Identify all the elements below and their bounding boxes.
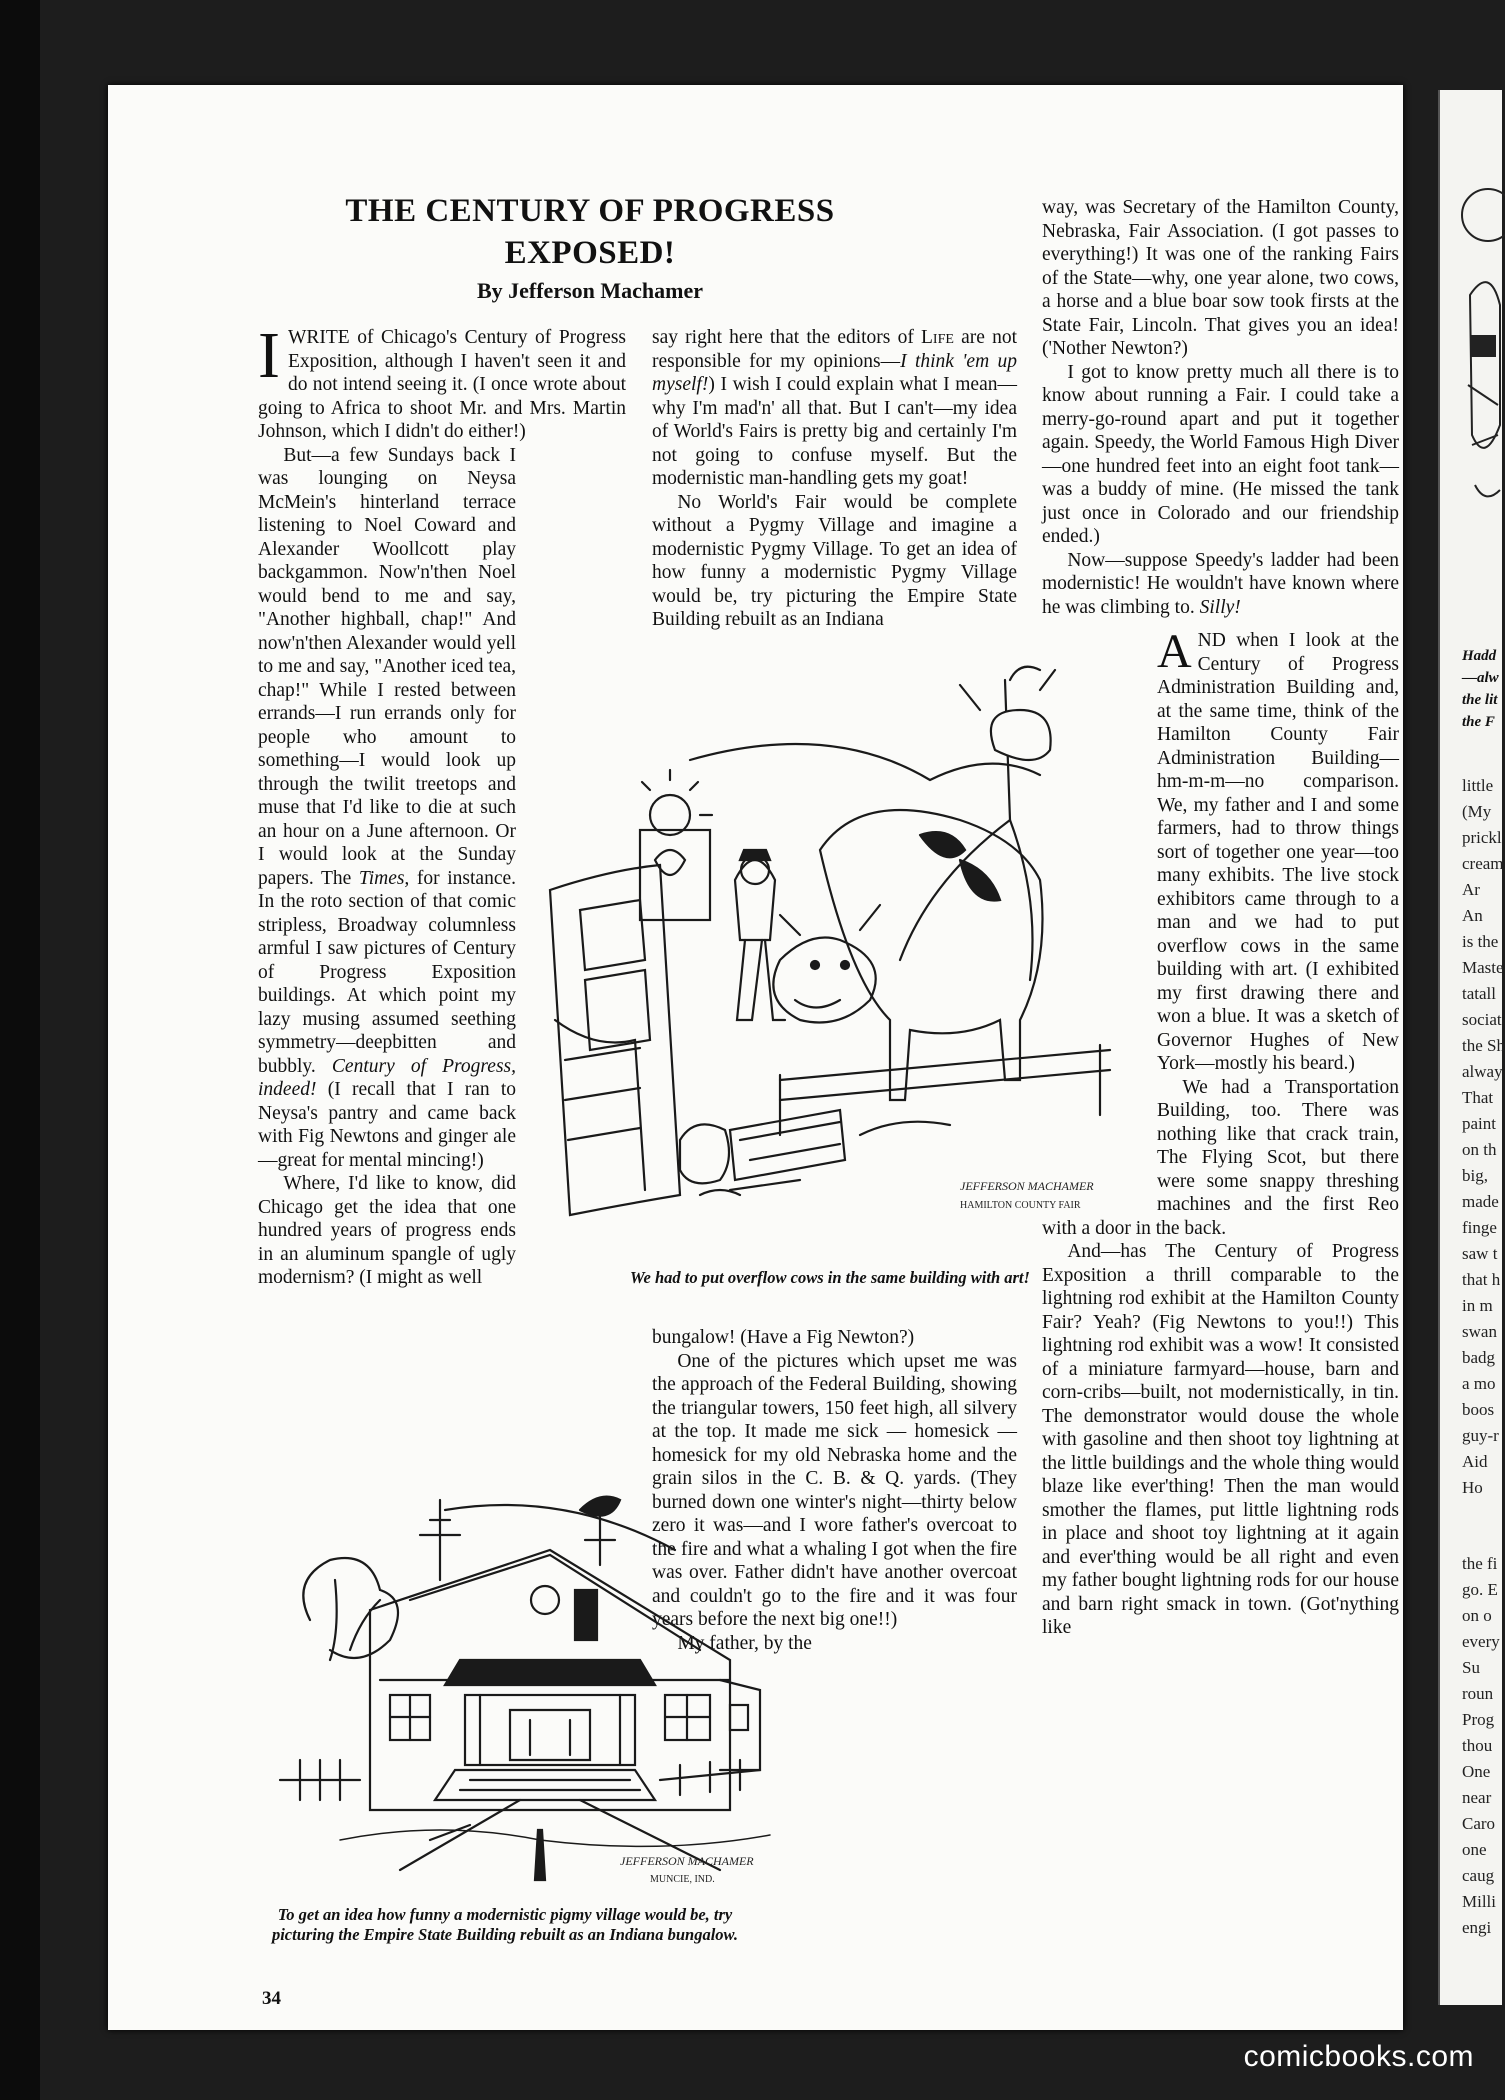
next-page-text-line: the fi <box>1462 1554 1498 1573</box>
next-page-caption-line: —alw <box>1462 670 1499 686</box>
next-page-text-line: near <box>1462 1788 1492 1807</box>
next-page-text-line: Aid <box>1462 1452 1488 1471</box>
col1-paragraph-3: Where, I'd like to know, did Chicago get the idea that one hundred years of progress ends in an aluminum spangle of ugly modernism? (I might as well <box>258 1173 516 1288</box>
next-page-text-line: saw t <box>1462 1244 1498 1263</box>
next-page-text-line: go. E <box>1462 1580 1498 1599</box>
col1-paragraph-1: IWRITE of Chicago's Century of Progress Exposition, although I haven't seen it and do not intend seeing it. (I once wrote about going to Africa to shoot Mr. and Mrs. Martin Johnson, which I didn't do either!) <box>258 319 626 442</box>
next-page-text-line: made <box>1462 1192 1499 1211</box>
next-page-text-line: cream <box>1462 854 1504 873</box>
watermark: comicbooks.com <box>1243 2040 1474 2073</box>
next-page-text-line: that h <box>1462 1270 1501 1289</box>
next-page-caption-line: the F <box>1462 714 1495 730</box>
title-line-2: EXPOSED! <box>504 235 676 271</box>
next-page-text-line: Prog <box>1462 1710 1495 1729</box>
next-page-text-line: badg <box>1462 1348 1496 1367</box>
next-page-text-line: big, <box>1462 1166 1488 1185</box>
next-page-text-line: swan <box>1462 1322 1497 1341</box>
next-page-text-line: Su <box>1462 1658 1480 1677</box>
next-page-text-line: every <box>1462 1632 1500 1651</box>
next-page-text-line: roun <box>1462 1684 1494 1703</box>
next-page-text-top <box>1440 773 1505 1501</box>
next-page-text-line: on o <box>1462 1606 1492 1625</box>
house-illustration-signature-sub: MUNCIE, IND. <box>650 1874 715 1885</box>
next-page-text-line: the Sh <box>1462 1036 1505 1055</box>
scan-left-edge <box>0 0 40 2100</box>
house-caption: To get an idea how funny a modernistic pigmy village would be, try picturing the Empire State Building rebuilt as an Indiana bungalow. <box>271 1905 739 1944</box>
article-title <box>330 190 850 274</box>
next-page-text-line: An <box>1462 906 1483 925</box>
next-page-text-bottom <box>1440 1551 1502 1941</box>
dropcap-a: A <box>1157 625 1192 678</box>
next-page-text-line: on th <box>1462 1140 1497 1159</box>
col3-paragraph-1: way, was Secretary of the Hamilton County, Nebraska, Fair Association. (I got passes to everything!) It was one of the ranking Fairs of the State—why, one year alone, two cows, a horse and a blue boar sow took firsts at the State Fair, Lincoln. That gives you an idea! ('Nother Newton?) <box>1042 197 1399 359</box>
next-page-text-line: is the <box>1462 932 1499 951</box>
next-page-text-line: tatall <box>1462 984 1496 1003</box>
next-page-text-line: guy-r <box>1462 1426 1499 1445</box>
next-page-cartoon <box>1440 185 1500 625</box>
house-illustration <box>280 1480 770 1890</box>
page-number: 34 <box>262 1988 281 2009</box>
byline: By Jefferson Machamer <box>476 278 704 303</box>
next-page-text-line: caug <box>1462 1866 1495 1885</box>
cow-illustration-signature-sub: HAMILTON COUNTY FAIR <box>960 1200 1081 1211</box>
col3-paragraph-3: Now—suppose Speedy's ladder had been modernistic! He wouldn't have known where he was climbing to. Silly! <box>1042 549 1399 618</box>
col3-paragraph-5: We had a Transportation Building, too. There was nothing like that crack train, The Flying Scot, but there were some snappy threshing machines and the first Reo with a door in the back. <box>1042 1076 1399 1239</box>
next-page-text-line: one <box>1462 1840 1487 1859</box>
next-page-text-line: (My <box>1462 802 1492 821</box>
next-page-text-line: Milli <box>1462 1892 1497 1911</box>
col3-paragraph-6: And—has The Century of Progress Exposition a thrill comparable to the lightning rod exhibit at the Hamilton County Fair? Yeah? (Fig Newtons to you!!) This lightning rod exhibit was a wow! It consisted of a miniature farmyard—house, barn and corn-cribs—built, not modernistically, in tin. The demonstrator would douse the whole with gasoline and then shoot toy lightning at the little buildings and the whole thing would blaze like ever'thing! Then the man would smother the flames, put little lightning rods in place and shoot toy lightning at it again and ever'thing would be all right and even my father bought lightning rods for our house and barn right smack in town. (Got'nything like <box>1042 1241 1399 1638</box>
col1-paragraph-2: But—a few Sundays back I was lounging on Neysa McMein's hinterland terrace listening to Noel Coward and Alexander Woollcott play backgammon. Now'n'then Noel would bend to me and say, "Another highball, chap!" And now'n'then Alexander would yell to me and say, "Another iced tea, chap!" While I rested between errands—I run errands only for people who amount to something—I would look up through the twilit treetops and muse that I'd like to die at such an hour on a June afternoon. Or I would look at the Sunday papers. The Times, for instance. In the roto section of that comic stripless, Broadway columnless armful I saw pictures of Century of Progress Exposition buildings. At which point my lazy musing assumed seething symmetry—deepbitten and bubbly. Century of Progress, indeed! (I recall that I ran to Neysa's pantry and came back with Fig Newtons and ginger ale—great for mental mincing!) <box>258 444 626 1173</box>
next-page-text-line: That <box>1462 1088 1494 1107</box>
next-page-text-line: finge <box>1462 1218 1497 1237</box>
next-page-strip <box>1438 90 1505 2005</box>
next-page-text-line: Ho <box>1462 1478 1483 1497</box>
cow-illustration <box>540 720 1115 1240</box>
next-page-text-line: thou <box>1462 1736 1493 1755</box>
next-page-caption <box>1440 645 1502 733</box>
next-page-text-line: One <box>1462 1762 1491 1781</box>
col3-paragraph-2: I got to know pretty much all there is to know about running a Fair. I could take a merry-go-round apart and put it together again. Speedy, the World Famous High Diver—one hundred feet into an eight foot tank—was a buddy of mine. (He missed the tank just once in Colorado and our friendship ended.) <box>1042 361 1399 547</box>
next-page-text-line: Maste <box>1462 958 1504 977</box>
next-page-text-line: Ar <box>1462 880 1480 899</box>
next-page-text-line: little <box>1462 776 1494 795</box>
next-page-text-line: a mo <box>1462 1374 1496 1393</box>
next-page-text-line: boos <box>1462 1400 1495 1419</box>
next-page-caption-line: Hadd <box>1462 648 1497 664</box>
next-page-text-line: alway <box>1462 1062 1503 1081</box>
column-2-top <box>652 326 1017 632</box>
next-page-text-line: prickl <box>1462 828 1502 847</box>
dropcap-i: I <box>258 319 280 392</box>
col2-paragraph-5: My father, by the <box>677 1632 812 1654</box>
cow-illustration-signature: JEFFERSON MACHAMER <box>960 1179 1094 1193</box>
title-line-1: THE CENTURY OF PROGRESS <box>345 193 835 229</box>
cow-caption: We had to put overflow cows in the same building with art! <box>630 1268 1030 1287</box>
next-page-text-line: sociat <box>1462 1010 1502 1029</box>
next-page-text-line: engi <box>1462 1918 1492 1937</box>
col2-paragraph-2: No World's Fair would be complete without a Pygmy Village and imagine a modernistic Pygmy Village. To get an idea of how funny a modernistic Pygmy Village would be, try picturing the Empire State Building rebuilt as an Indiana <box>652 491 1017 630</box>
col2-paragraph-4: One of the pictures which upset me was the approach of the Federal Building, showing the triangular towers, 150 feet high, all silvery at the top. It made me sick — homesick — homesick for my old Nebraska home and the grain silos in the C. B. & Q. yards. (They burned down one winter's night—thirty below zero it was—and I wore father's overcoat to the fire and what a whaling I got when the fire was over. Father didn't have another overcoat and couldn't go to the fire and it was four years before the next big one!!) <box>652 1350 1017 1630</box>
col3-paragraph-4: AND when I look at the Century of Progress Administration Building and, at the same time, think of the Hamilton County Fair Administration Building—hm-m-m—no comparison. We, my father and I and some farmers, had to throw things sort of together one year—too many exhibits. The live stock exhibitors came through to a man and we had to put overflow cows in the same building with art. (I exhibited my first drawing there and won a blue. It was a sketch of Governor Hughes of New York—mostly his beard.) <box>1157 625 1399 1074</box>
next-page-caption-line: the lit <box>1462 692 1498 708</box>
next-page-text-line: in m <box>1462 1296 1493 1315</box>
col2-paragraph-1: say right here that the editors of Life are not responsible for my opinions—I think 'em up myself!) I wish I could explain what I mean—why I'm mad'n' all that. But I can't—my idea of World's Fairs is pretty big and certainly I'm not going to confuse myself. But the modernistic man-handling gets my goat! <box>652 327 1018 489</box>
house-illustration-signature: JEFFERSON MACHAMER <box>620 1854 754 1868</box>
next-page-text-line: paint <box>1462 1114 1496 1133</box>
next-page-text-line: Caro <box>1462 1814 1496 1833</box>
col2-paragraph-3: bungalow! (Have a Fig Newton?) <box>652 1327 915 1348</box>
